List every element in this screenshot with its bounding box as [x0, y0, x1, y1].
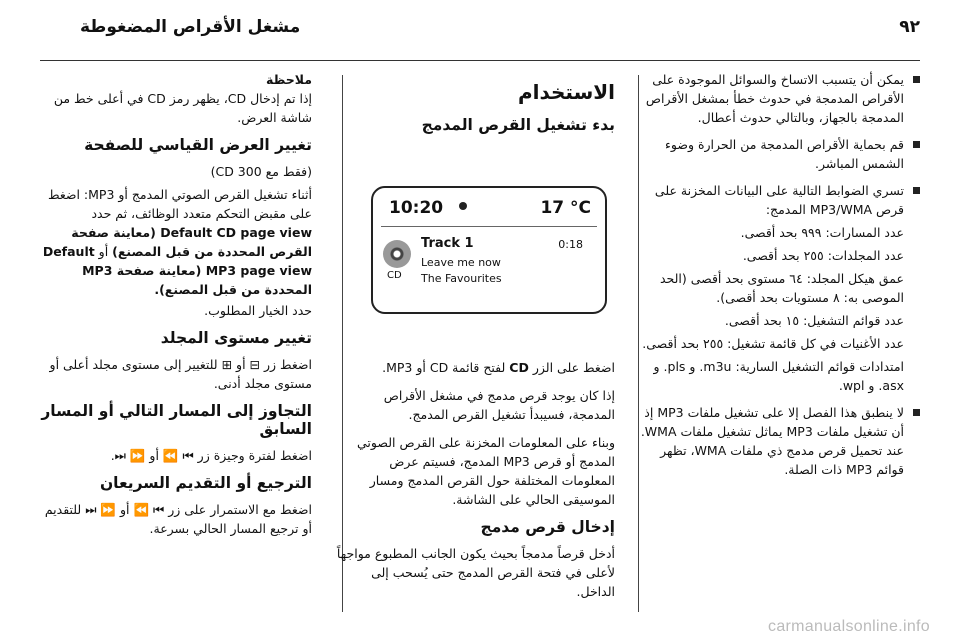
heading: تغيير مستوى المجلد [160, 329, 312, 347]
display-source-label: CD [387, 270, 402, 281]
paragraph: أثناء تشغيل القرص الصوتي المدمج أو MP3: اضغط على مقبض التحكم متعدد الوظائف، ثم حدد Default CD page view (معاينة صفحة القرص المحددة من قبل المصنع) أو Default MP3 page view (معاينة صفحة MP3 المحددة من قبل المصنع). [42, 187, 312, 297]
paragraph: اضغط لفترة وجيزة زر ⏮ ⏪ أو ⏩ ⏭. [110, 448, 312, 463]
paragraph: وبناء على المعلومات المخزنة على القرص الصوتي المدمج أو قرص MP3 المدمج، فسيتم عرض المعلومات المختلفة حول القرص المدمج ومسار الموسيقى الحالي على الشاشة. [357, 435, 615, 507]
bullet-icon [913, 76, 920, 83]
paragraph: حدد الخيار المطلوب. [204, 303, 312, 318]
display-song-title: Leave me now [421, 256, 501, 269]
watermark: carmanualsonline.info [768, 618, 930, 635]
list-item: قم بحماية الأقراص المدمجة من الحرارة وضوء الشمس المباشر. [630, 135, 920, 173]
bullet-icon [913, 141, 920, 148]
paragraph: أدخل قرصاً مدمجاً بحيث يكون الجانب المطبوع مواجهاً لأعلى في فتحة القرص المدمج حتى يُسحب إلى الداخل. [336, 546, 615, 599]
list-item: يمكن أن يتسبب الاتساخ والسوائل الموجودة على الأقراص المدمجة في حدوث خطأ بمشغل الأقراص المدمجة بالجهاز، وبالتالي حدوث أعطال. [630, 70, 920, 127]
page-header [40, 14, 920, 40]
subsection-title: بدء تشغيل القرص المدمج [421, 116, 615, 134]
page-title: مشغل الأقراص المضغوطة [80, 17, 301, 37]
limit-item: عدد الأغنيات في كل قائمة تشغيل: ٢٥٥ بحد أقصى. [642, 336, 904, 351]
display-divider [381, 226, 597, 227]
limit-item: عدد المجلدات: ٢٥٥ بحد أقصى. [742, 248, 904, 263]
cd-icon [383, 240, 411, 268]
header-divider [40, 60, 920, 61]
display-track: Track 1 [421, 236, 474, 251]
limit-item: عمق هيكل المجلد: ٦٤ مستوى بحد أقصى (الحد الموصى به: ٨ مستويات بحد أقصى). [659, 271, 904, 305]
heading: تغيير العرض القياسي للصفحة [84, 136, 312, 154]
radio-display [371, 186, 607, 314]
display-album: The Favourites [421, 272, 502, 285]
note-text: إذا تم إدخال CD، يظهر رمز CD في أعلى خط من شاشة العرض. [53, 91, 312, 125]
display-elapsed-time: 0:18 [558, 238, 583, 251]
subsection-title: إدخال قرص مدمج [480, 518, 615, 536]
paragraph: اضغط زر ⊟ أو ⊞ للتغيير إلى مستوى مجلد أعلى أو مستوى مجلد أدنى. [49, 357, 312, 391]
dot-icon [459, 202, 467, 210]
list-item: لا ينطبق هذا الفصل إلا على تشغيل ملفات MP3 إذ أن تشغيل ملفات MP3 يماثل تشغيل ملفات WMA. عند تحميل قرص مدمج ذي ملفات WMA، تظهر قوائم MP3 ذات الصلة. [630, 403, 920, 479]
bullet-icon [913, 409, 920, 416]
limit-item: عدد المسارات: ٩٩٩ بحد أقصى. [740, 225, 904, 240]
paragraph: (فقط مع CD 300) [210, 164, 312, 179]
right-column [630, 70, 920, 612]
middle-column [335, 70, 615, 612]
limit-item: امتدادات قوائم التشغيل السارية: m3u. و pls. و asx. و wpl. [653, 359, 904, 393]
display-temperature: 17 °C [540, 198, 591, 218]
radio-display-figure [371, 144, 607, 344]
limit-item: عدد قوائم التشغيل: ١٥ بحد أقصى. [724, 313, 904, 328]
heading: الترجيع أو التقديم السريعان [99, 474, 312, 492]
left-column [40, 70, 312, 612]
list-item: تسري الضوابط التالية على البيانات المخزنة على قرص MP3/WMA المدمج: [630, 181, 920, 219]
paragraph: اضغط على الزر CD لفتح قائمة CD أو MP3. [382, 360, 615, 375]
section-title: الاستخدام [517, 80, 615, 104]
page-number: ٩٢ [899, 17, 920, 37]
paragraph: إذا كان يوجد قرص مدمج في مشغل الأقراص المدمجة، فسيبدأ تشغيل القرص المدمج. [383, 388, 615, 422]
paragraph: اضغط مع الاستمرار على زر ⏮ ⏪ أو ⏩ ⏭ للتقديم أو ترجيع المسار الحالي بسرعة. [44, 502, 312, 536]
note-title: ملاحظة [266, 72, 312, 87]
bullet-icon [913, 187, 920, 194]
heading: التجاوز إلى المسار التالي أو المسار السابق [41, 402, 312, 438]
display-clock: 10:20 [389, 198, 444, 218]
